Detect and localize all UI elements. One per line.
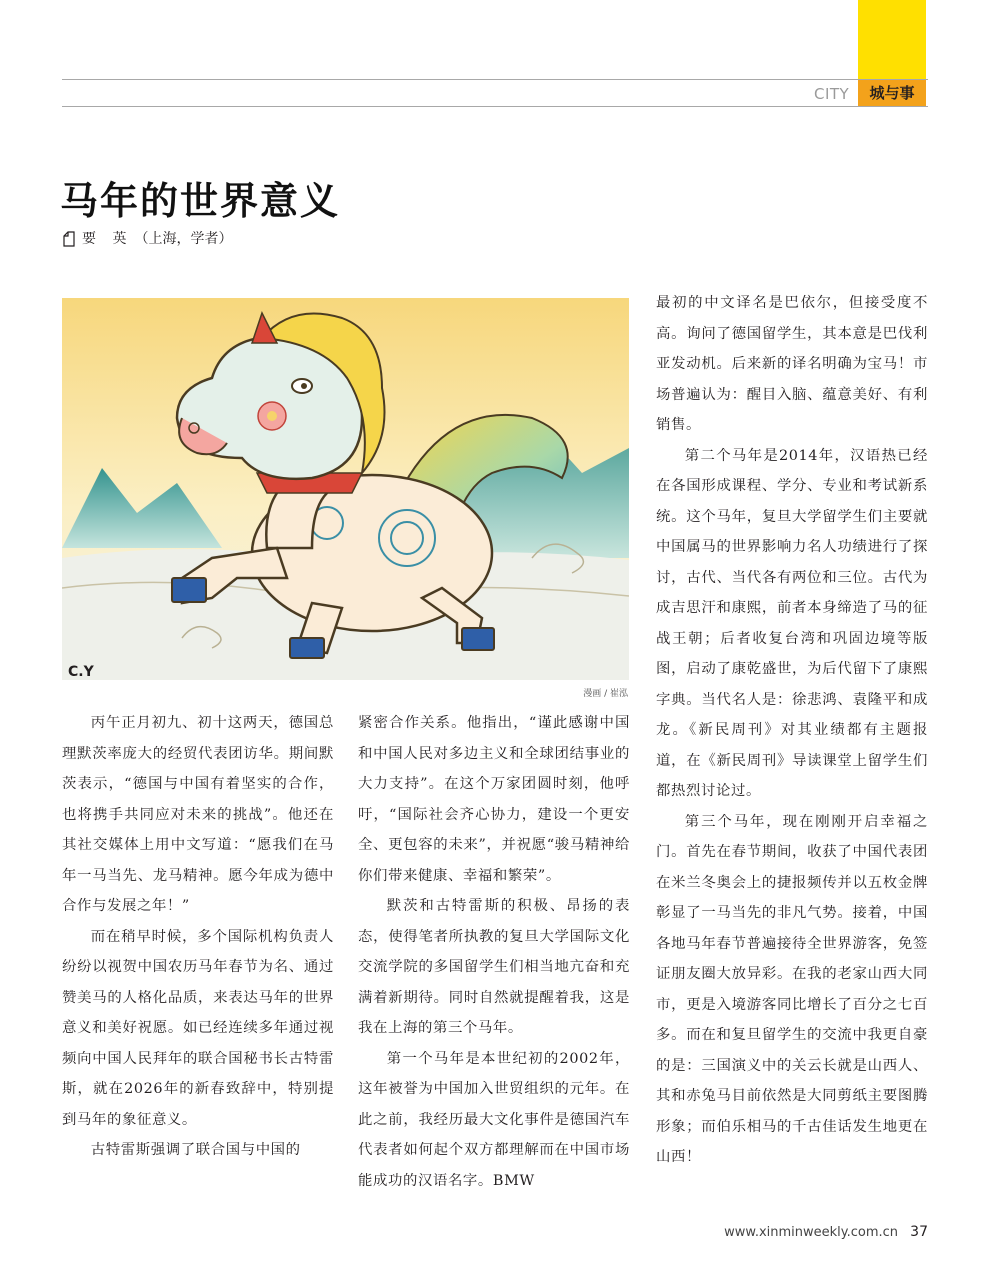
pen-icon: [62, 231, 76, 247]
footer-url[interactable]: www.xinminweekly.com.cn: [724, 1225, 899, 1240]
illustration-signature: C.Y: [68, 664, 94, 680]
header-top-rule: [62, 79, 928, 80]
paragraph: 第二个马年是2014年，汉语热已经在各国形成课程、学分、专业和考试新系统。这个马年，复旦大学留学生们主要就中国属马的世界影响力名人功绩进行了探讨，古代、当代各有两位和三位。古代为成吉思汗和康熙，前者本身缔造了马的征战王朝；后者收复台湾和巩固边境等版图，启动了康乾盛世，为后代留下了康熙字典。当代名人是：徐悲鸿、袁隆平和成龙。《新民周刊》对其业绩都有主题报道，在《新民周刊》导读课堂上留学生们都热烈讨论过。: [656, 447, 928, 799]
header-bottom-rule: [62, 106, 928, 107]
paragraph: 而在稍早时候，多个国际机构负责人纷纷以视贺中国农历马年春节为名、通过赞美马的人格化品质，来表达马年的世界意义和美好祝愿。如已经连续多年通过视频向中国人民拜年的联合国秘书长古特雷斯，就在2026年的新春致辞中，特别提到马年的象征意义。: [62, 928, 334, 1128]
paragraph: 古特雷斯强调了联合国与中国的: [90, 1142, 301, 1158]
byline: [62, 229, 232, 249]
paragraph-continued: 最初的中文译名是巴依尔，但接受度不高。询问了德国留学生，其本意是巴伐利亚发动机。后来新的译名明确为宝马！市场普遍认为：醒目入脑、蕴意美好、有利销售。: [656, 295, 928, 433]
paragraph: 第一个马年是本世纪初的2002年，这年被誉为中国加入世贸组织的元年。在此之前，我经历最大文化事件是德国汽车代表者如何起个双方都理解而在中国市场能成功的汉语名字。BMW: [358, 1050, 630, 1189]
author-note: （上海，学者）: [134, 231, 233, 247]
paragraph: 丙午正月初九、初十这两天，德国总理默茨率庞大的经贸代表团访华。期间默茨表示，“德国与中国有着坚实的合作，也将携手共同应对未来的挑战”。他还在其社交媒体上用中文写道：“愿我们在马年一马当先、龙马精神。愿今年成为德中合作与发展之年！”: [62, 715, 334, 914]
column-3: [656, 288, 928, 1173]
paragraph: 第三个马年，现在刚刚开启幸福之门。首先在春节期间，收获了中国代表团在米兰冬奥会上的捷报频传并以五枚金牌彰显了一马当先的非凡气势。接着，中国各地马年春节普遍接待全世界游客，免签证朋友圈大放异彩。在我的老家山西大同市，更是入境游客同比增长了百分之七百多。而在和复旦留学生的交流中我更自豪的是：三国演义中的关云长就是山西人、其和赤兔马目前依然是大同剪纸主要图腾形象；而伯乐相马的千古佳话发生地更在山西！: [656, 813, 928, 1165]
paragraph: 默茨和古特雷斯的积极、昂扬的表态，使得笔者所执教的复旦大学国际文化交流学院的多国留学生们相当地亢奋和充满着新期待。同时自然就提醒着我，这是我在上海的第三个马年。: [358, 898, 630, 1036]
article-title: 马年的世界意义: [60, 178, 341, 223]
section-label: CITY: [814, 85, 850, 103]
section-name: 城与事: [858, 80, 926, 106]
author-name: 要 英: [82, 231, 133, 247]
illustration-credit: 漫画 / 崔泓: [583, 689, 628, 699]
horse-illustration: [62, 298, 629, 680]
page-number: 37: [910, 1224, 928, 1240]
paragraph-continued: 紧密合作关系。他指出，“谨此感谢中国和中国人民对多边主义和全球团结事业的大力支持”。在这个万家团圆时刻，他呼吁，“国际社会齐心协力，建设一个更安全、更包容的未来”，并祝愿“骏马精神给你们带来健康、幸福和繁荣”。: [358, 715, 630, 884]
page-footer: [724, 1222, 928, 1242]
header-yellow-tab: [858, 0, 926, 80]
column-1: [62, 708, 334, 1166]
column-2: [358, 708, 630, 1196]
